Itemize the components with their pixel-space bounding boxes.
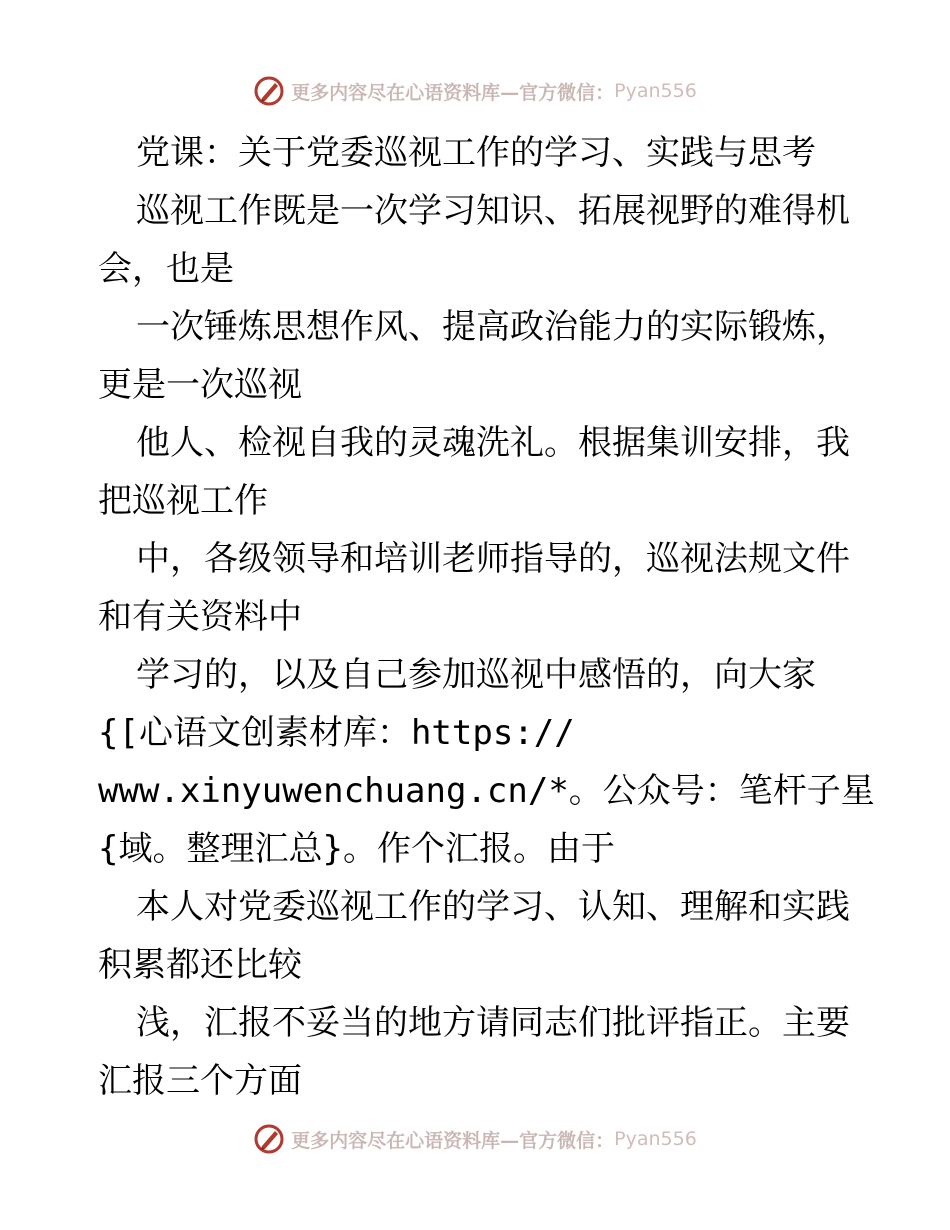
- footer-watermark: [0, 1119, 950, 1159]
- pen-seal-logo-icon: [253, 1123, 285, 1155]
- paragraph-line: 和有关资料中: [98, 597, 302, 637]
- paragraph-line: 会，也是: [98, 249, 234, 289]
- header-watermark: [0, 71, 950, 111]
- document-body: [98, 124, 875, 1110]
- paragraph-line: 更是一次巡视: [98, 365, 302, 405]
- paragraph-line: 本人对党委巡视工作的学习、认知、理解和实践: [136, 887, 850, 927]
- paragraph-line: {[心语文创素材库：https://: [98, 713, 575, 753]
- paragraph-line: {域。整理汇总}。作个汇报。由于: [98, 829, 615, 869]
- watermark-text: 更多内容尽在心语资料库—官方微信：: [291, 81, 615, 104]
- paragraph-line: 他人、检视自我的灵魂洗礼。根据集训安排，我: [136, 423, 850, 463]
- watermark-text: 更多内容尽在心语资料库—官方微信：: [291, 1129, 615, 1152]
- paragraph-line: 把巡视工作: [98, 481, 268, 521]
- pen-seal-logo-icon: [253, 75, 285, 107]
- paragraph-line: www.xinyuwenchuang.cn/*。公众号：笔杆子星: [98, 771, 875, 811]
- paragraph-line: 一次锤炼思想作风、提高政治能力的实际锻炼，: [136, 307, 850, 347]
- watermark-wechat-id: Pyan556: [614, 80, 697, 102]
- watermark-wechat-id: Pyan556: [614, 1128, 697, 1150]
- paragraph-line: 汇报三个方面: [98, 1061, 302, 1101]
- paragraph-line: 积累都还比较: [98, 945, 302, 985]
- paragraph-line: 中，各级领导和培训老师指导的，巡视法规文件: [136, 539, 850, 579]
- paragraph-line: 学习的，以及自己参加巡视中感悟的，向大家: [136, 655, 816, 695]
- paragraph-line: 巡视工作既是一次学习知识、拓展视野的难得机: [136, 191, 850, 231]
- document-title: 党课：关于党委巡视工作的学习、实践与思考: [136, 133, 816, 173]
- paragraph-line: 浅，汇报不妥当的地方请同志们批评指正。主要: [136, 1003, 850, 1043]
